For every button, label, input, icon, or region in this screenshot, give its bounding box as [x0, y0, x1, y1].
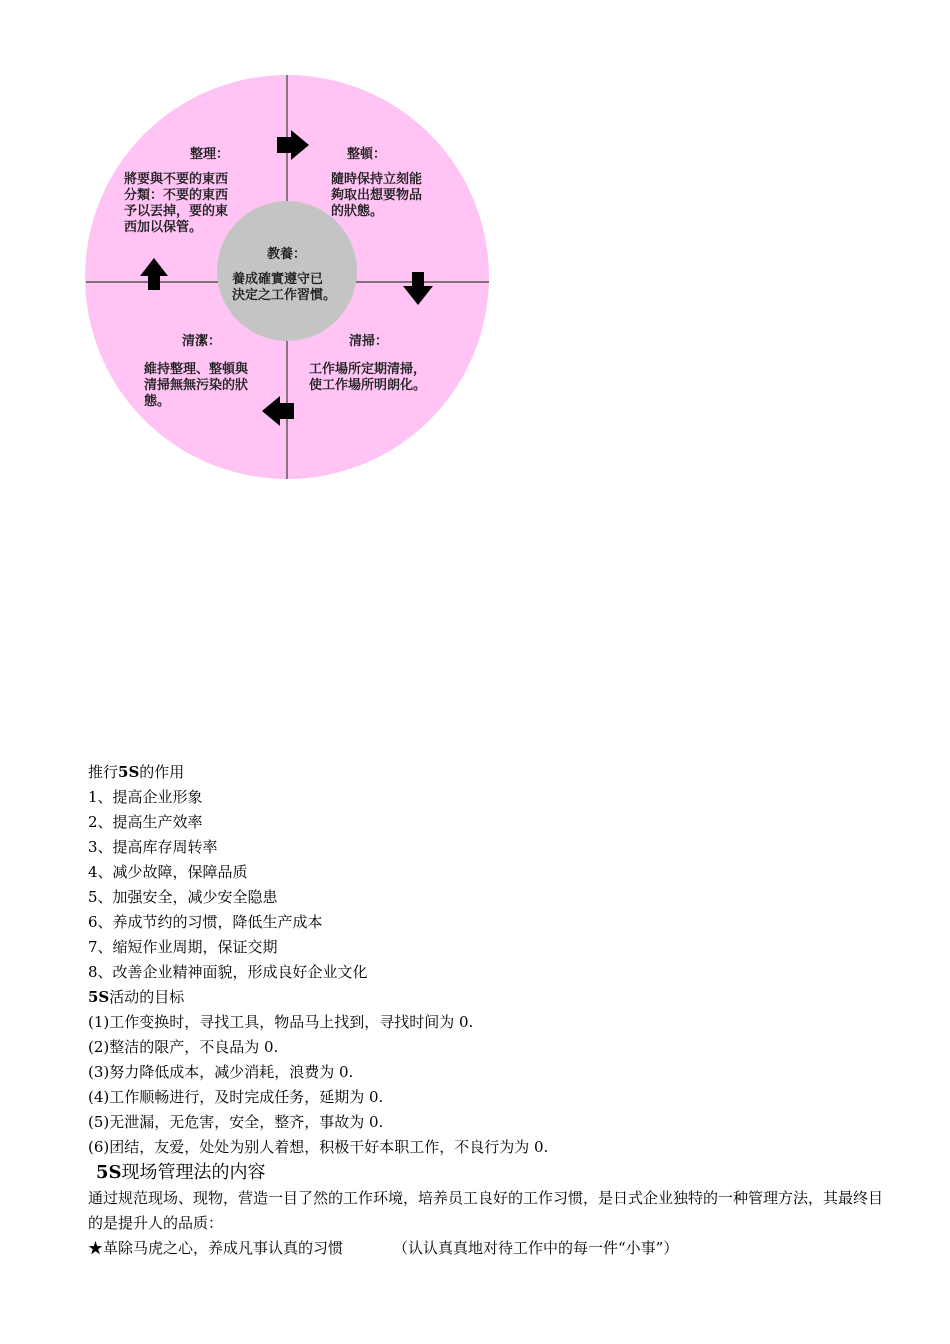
list-item: (3)努力降低成本，减少消耗，浪费为 0. [88, 1063, 354, 1081]
q2-line: 隨時保持立刻能 [331, 172, 423, 187]
q4-line: 清掃無無污染的狀 [144, 378, 249, 393]
q3-title: 清掃： [349, 334, 389, 349]
q3-line: 使工作場所明朗化。 [309, 378, 427, 393]
q2-line: 的狀態。 [331, 204, 384, 219]
goals-title: 5S活动的目标 [88, 988, 185, 1006]
center-line: 養成確實遵守已 [232, 272, 324, 287]
center-circle [217, 201, 357, 341]
content-heading: 5S现场管理法的内容 [96, 1162, 266, 1183]
q1-line: 將要與不要的東西 [124, 172, 229, 187]
5s-cycle-diagram [0, 0, 950, 500]
center-line: 決定之工作習慣。 [232, 288, 337, 303]
q1-title: 整理： [190, 147, 230, 162]
list-item: (6)团结，友爱，处处为别人着想，积极干好本职工作，不良行为为 0. [88, 1138, 549, 1156]
q4-line: 維持整理、整頓與 [144, 362, 249, 377]
list-item: (2)整洁的限产，不良品为 0. [88, 1038, 279, 1056]
q1-line: 西加以保管。 [124, 220, 203, 235]
center-title: 教養： [267, 247, 307, 262]
list-item: 1、提高企业形象 [88, 788, 203, 806]
list-item: (1)工作变换时，寻找工具，物品马上找到，寻找时间为 0. [88, 1013, 474, 1031]
star-item: ★革除马虎之心，养成凡事认真的习惯 （认认真真地对待工作中的每一件“小事”） [88, 1239, 679, 1257]
q3-line: 工作場所定期清掃， [309, 362, 427, 377]
q4-line: 態。 [144, 394, 171, 409]
content-paragraph: 通过规范现场、现物，营造一目了然的工作环境，培养员工良好的工作习惯，是日式企业独特的一种管理方法，其最终目的是提升人的品质： [88, 1189, 884, 1232]
list-item: 4、减少故障，保障品质 [88, 863, 248, 881]
list-item: 8、改善企业精神面貌，形成良好企业文化 [88, 963, 368, 981]
q1-line: 分類：不要的東西 [124, 188, 229, 203]
q2-title: 整頓： [347, 147, 387, 162]
list-item: 5、加强安全，减少安全隐患 [88, 888, 278, 906]
list-item: 7、缩短作业周期，保证交期 [88, 938, 278, 956]
q2-line: 夠取出想要物品 [331, 188, 423, 203]
list-item: (5)无泄漏，无危害，安全，整齐，事故为 0. [88, 1113, 384, 1131]
document-body [88, 760, 888, 1261]
q1-line: 予以丟掉，要的東 [124, 204, 229, 219]
list-item: 2、提高生产效率 [88, 813, 203, 831]
list-item: 3、提高库存周转率 [88, 838, 218, 856]
effects-title: 推行5S的作用 [88, 763, 185, 781]
list-item: 6、养成节约的习惯，降低生产成本 [88, 913, 323, 931]
q4-title: 清潔： [182, 334, 222, 349]
list-item: (4)工作顺畅进行，及时完成任务，延期为 0. [88, 1088, 384, 1106]
